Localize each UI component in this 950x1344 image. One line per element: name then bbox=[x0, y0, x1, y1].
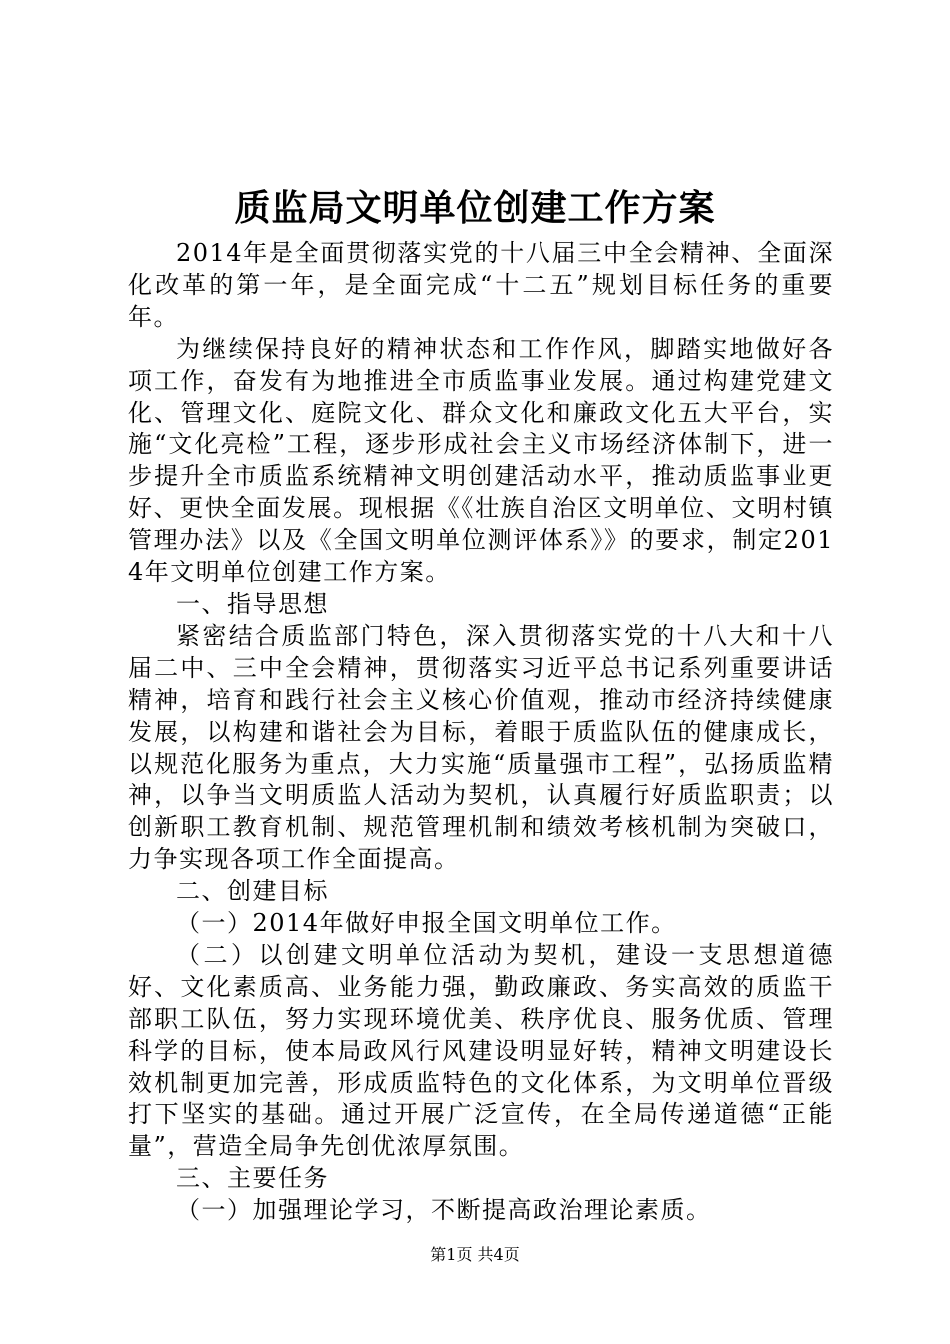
paragraph-intro: 2014年是全面贯彻落实党的十八届三中全会精神、全面深化改革的第一年，是全面完成“十二五”规划目标任务的重要年。 bbox=[128, 239, 834, 331]
section-heading-guiding-ideology: 一、指导思想 bbox=[176, 589, 329, 618]
document-body bbox=[128, 238, 834, 1227]
paragraph-goal-2: （二）以创建文明单位活动为契机，建设一支思想道德好、文化素质高、业务能力强，勤政廉政、务实高效的质监干部职工队伍，努力实现环境优美、秩序优良、服务优质、管理科学的目标，使本局政风行风建设明显好转，精神文明建设长效机制更加完善，形成质监特色的文化体系，为文明单位晋级打下坚实的基础。通过开展广泛宣传，在全局传递道德“正能量”，营造全局争先创优浓厚氛围。 bbox=[128, 940, 834, 1161]
paragraph-guiding-ideology: 紧密结合质监部门特色，深入贯彻落实党的十八大和十八届二中、三中全会精神，贯彻落实习近平总书记系列重要讲话精神，培育和践行社会主义核心价值观，推动市经济持续健康发展，以构建和谐社会为目标，着眼于质监队伍的健康成长，以规范化服务为重点，大力实施“质量强市工程”，弘扬质监精神，以争当文明质监人活动为契机，认真履行好质监职责；以创新职工教育机制、规范管理机制和绩效考核机制为突破口，力争实现各项工作全面提高。 bbox=[128, 621, 834, 874]
paragraph-task-1: （一）加强理论学习，不断提高政治理论素质。 bbox=[176, 1196, 712, 1225]
section-heading-goals: 二、创建目标 bbox=[176, 877, 329, 906]
section-heading-main-tasks: 三、主要任务 bbox=[176, 1164, 329, 1193]
paragraph-purpose: 为继续保持良好的精神状态和工作作风，脚踏实地做好各项工作，奋发有为地推进全市质监事业发展。通过构建党建文化、管理文化、庭院文化、群众文化和廉政文化五大平台，实施“文化亮检”工程，逐步形成社会主义市场经济体制下，进一步提升全市质监系统精神文明创建活动水平，推动质监事业更好、更快全面发展。现根据《《壮族自治区文明单位、文明村镇管理办法》以及《全国文明单位测评体系》》的要求，制定2014年文明单位创建工作方案。 bbox=[128, 334, 834, 587]
page-footer: 第1页 共4页 bbox=[430, 1245, 520, 1264]
document-title: 质监局文明单位创建工作方案 bbox=[234, 187, 716, 229]
paragraph-goal-1: （一）2014年做好申报全国文明单位工作。 bbox=[176, 909, 677, 938]
